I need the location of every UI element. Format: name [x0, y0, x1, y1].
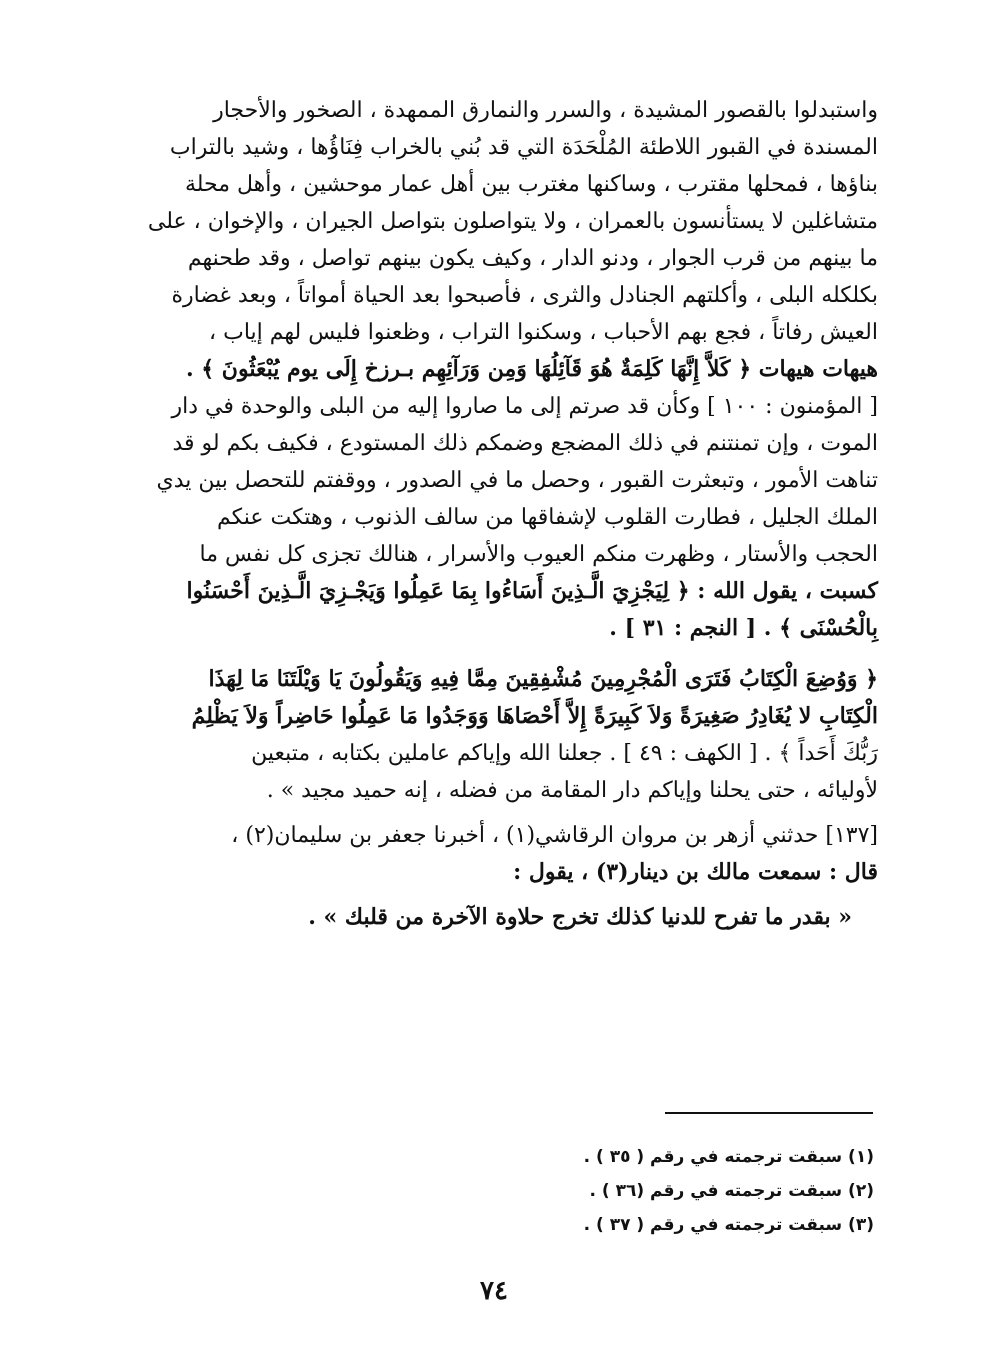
text-line: بناؤها ، فمحلها مقترب ، وساكنها مغترب بين أهل عمار موحشين ، وأهل محلة	[184, 172, 878, 197]
text-line: تناهت الأمور ، وتبعثرت القبور ، وحصل ما في الصدور ، ووقفتم للتحصل بين يدي	[156, 468, 878, 493]
text-line: هيهات هيهات ﴿ كَلاَّ إِنَّهَا كَلِمَةٌ هُوَ قَآئِلُهَا وَمِن وَرَآئِهِم بـرزخ إِلَى يوم يُبْعَثُونَ ﴾ .	[185, 356, 878, 382]
text-line: بكلكله البلى ، وأكلتهم الجنادل والثرى ، فأصبحوا بعد الحياة أمواتاً ، وبعد غضارة	[171, 283, 878, 308]
text-line: قال : سمعت مالك بن دينار(٣) ، يقول :	[513, 859, 878, 885]
text-line: [ المؤمنون : ١٠٠ ] وكأن قد صرتم إلى ما صاروا إليه من البلى والوحدة في دار	[171, 394, 878, 419]
text-line: الحجب والأستار ، وظهرت منكم العيوب والأسرار ، هنالك تجزى كل نفس ما	[199, 542, 878, 567]
text-line: بِالْحُسْنَى ﴾ . [ النجم : ٣١ ] .	[609, 615, 878, 641]
paragraph-quran-kahf	[110, 661, 878, 809]
footnote: (١) سبقت ترجمته في رقم ( ٣٥ ) .	[583, 1147, 874, 1167]
text-line: لأوليائه ، حتى يحلنا وإياكم دار المقامة من فضله ، إنه حميد مجيد » .	[266, 778, 878, 803]
text-line: واستبدلوا بالقصور المشيدة ، والسرر والنمارق الممهدة ، الصخور والأحجار	[213, 98, 878, 123]
text-line: [١٣٧] حدثني أزهر بن مروان الرقاشي(١) ، أخبرنا جعفر بن سليمان(٢) ،	[231, 823, 878, 848]
text-line: رَبُّكَ أَحَداً ﴾ . [ الكهف : ٤٩ ] . جعلنا الله وإياكم عاملين بكتابه ، متبعين	[251, 741, 878, 766]
page-number: ٧٤	[480, 1276, 508, 1306]
quote-line: « بقدر ما تفرح للدنيا كذلك تخرج حلاوة الآخرة من قلبك » .	[308, 904, 852, 930]
text-line: الْكِتَابِ لا يُغَادِرُ صَغِيرَةً وَلاَ كَبِيرَةً إِلاَّ أَحْصَاهَا وَوَجَدُوا مَا عَمِلُوا حَاضِراً وَلاَ يَظْلِمُ	[191, 703, 878, 729]
text-line: ما بينهم من قرب الجوار ، ودنو الدار ، وكيف يكون بينهم تواصل ، وقد طحنهم	[187, 246, 878, 271]
footnote: (٣) سبقت ترجمته في رقم ( ٣٧ ) .	[583, 1215, 874, 1235]
footnotes	[420, 1140, 874, 1242]
text-line: الملك الجليل ، فطارت القلوب لإشفاقها من سالف الذنوب ، وهتكت عنكم	[216, 505, 878, 530]
text-line: كسبت ، يقول الله : ﴿ لِيَجْزِيَ الَّـذِينَ أَسَاءُوا بِمَا عَمِلُوا وَيَجْـزِيَ الَّـذِينَ أَحْسَنُوا	[186, 578, 878, 604]
text-line: الموت ، وإن تمنتنم في ذلك المضجع وضمكم ذلك المستودع ، فكيف بكم لو قد	[172, 431, 878, 456]
page-body	[110, 92, 878, 936]
text-line: ﴿ وَوُضِعَ الْكِتَابُ فَتَرَى الْمُجْرِمِينَ مُشْفِقِينَ مِمَّا فِيهِ وَيَقُولُونَ يَا وَيْلَتَنَا مَا لِهَذَا	[208, 666, 878, 692]
paragraph-sermon	[110, 92, 878, 647]
text-line: العيش رفاتاً ، فجع بهم الأحباب ، وسكنوا التراب ، وظعنوا فليس لهم إياب ،	[209, 320, 878, 345]
footnote-divider	[665, 1112, 873, 1114]
paragraph-narration	[110, 817, 878, 891]
text-line: المسندة في القبور اللاطئة المُلْحَدَة التي قد بُني بالخراب فِنَاؤُها ، وشيد بالتراب	[169, 135, 878, 160]
footnote: (٢) سبقت ترجمته في رقم (٣٦ ) .	[589, 1181, 874, 1201]
text-line: متشاغلين لا يستأنسون بالعمران ، ولا يتواصلون بتواصل الجيران ، والإخوان ، على	[147, 209, 878, 234]
quote	[110, 899, 878, 936]
